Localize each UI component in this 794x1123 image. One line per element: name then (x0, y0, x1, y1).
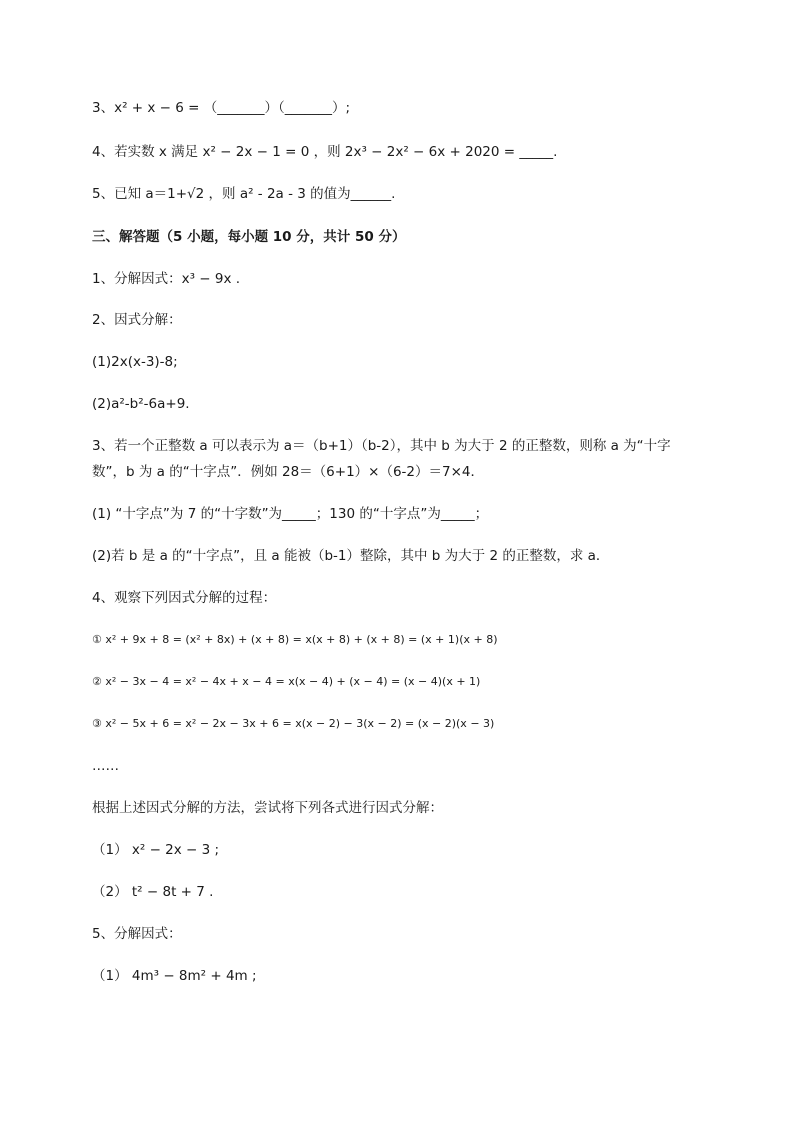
ellipsis: …… (92, 758, 119, 774)
question-3-part-1: (1) “十字点”为 7 的“十字数”为_____；130 的“十字点”为_____； (92, 506, 489, 522)
question-3-part-2: (2)若 b 是 a 的“十字点”，且 a 能被（b-1）整除，其中 b 为大于 2 的正整数，求 a． (92, 548, 610, 564)
fill-blank-3: 3、x² + x − 6 = （_______）（_______）; (92, 100, 351, 116)
example-3: ③ x² − 5x + 6 = x² − 2x − 3x + 6 = x(x − 2) − 3(x − 2) = (x − 2)(x − 3) (92, 717, 495, 730)
fill-blank-4: 4、若实数 x 满足 x² − 2x − 1 = 0 ，则 2x³ − 2x² − 6x + 2020 = _____. (92, 144, 558, 160)
question-2: 2、因式分解： (92, 312, 182, 328)
instruction: 根据上述因式分解的方法，尝试将下列各式进行因式分解： (92, 800, 443, 816)
question-4: 4、观察下列因式分解的过程： (92, 590, 277, 606)
question-4-part-1: （1） x² − 2x − 3 ; (92, 842, 220, 858)
fill-blank-5: 5、已知 a＝1+√2 ，则 a² - 2a - 3 的值为______. (92, 186, 396, 202)
question-3-line-2: 数”，b 为 a 的“十字点”．例如 28＝（6+1）×（6-2）＝7×4． (92, 464, 485, 480)
question-4-part-2: （2） t² − 8t + 7 . (92, 884, 214, 900)
example-1: ① x² + 9x + 8 = (x² + 8x) + (x + 8) = x(x + 8) + (x + 8) = (x + 1)(x + 8) (92, 633, 498, 646)
question-3-line-1: 3、若一个正整数 a 可以表示为 a＝（b+1）（b-2），其中 b 为大于 2 的正整数，则称 a 为“十字 (92, 438, 671, 454)
question-2-part-1: (1)2x(x-3)-8; (92, 354, 178, 370)
example-2: ② x² − 3x − 4 = x² − 4x + x − 4 = x(x − 4) + (x − 4) = (x − 4)(x + 1) (92, 675, 481, 688)
question-2-part-2: (2)a²-b²-6a+9. (92, 396, 190, 412)
question-1: 1、分解因式：x³ − 9x . (92, 271, 241, 287)
question-5: 5、分解因式： (92, 926, 182, 942)
section-heading: 三、解答题（5 小题，每小题 10 分，共计 50 分） (92, 229, 406, 245)
question-5-part-1: （1） 4m³ − 8m² + 4m ; (92, 968, 257, 984)
